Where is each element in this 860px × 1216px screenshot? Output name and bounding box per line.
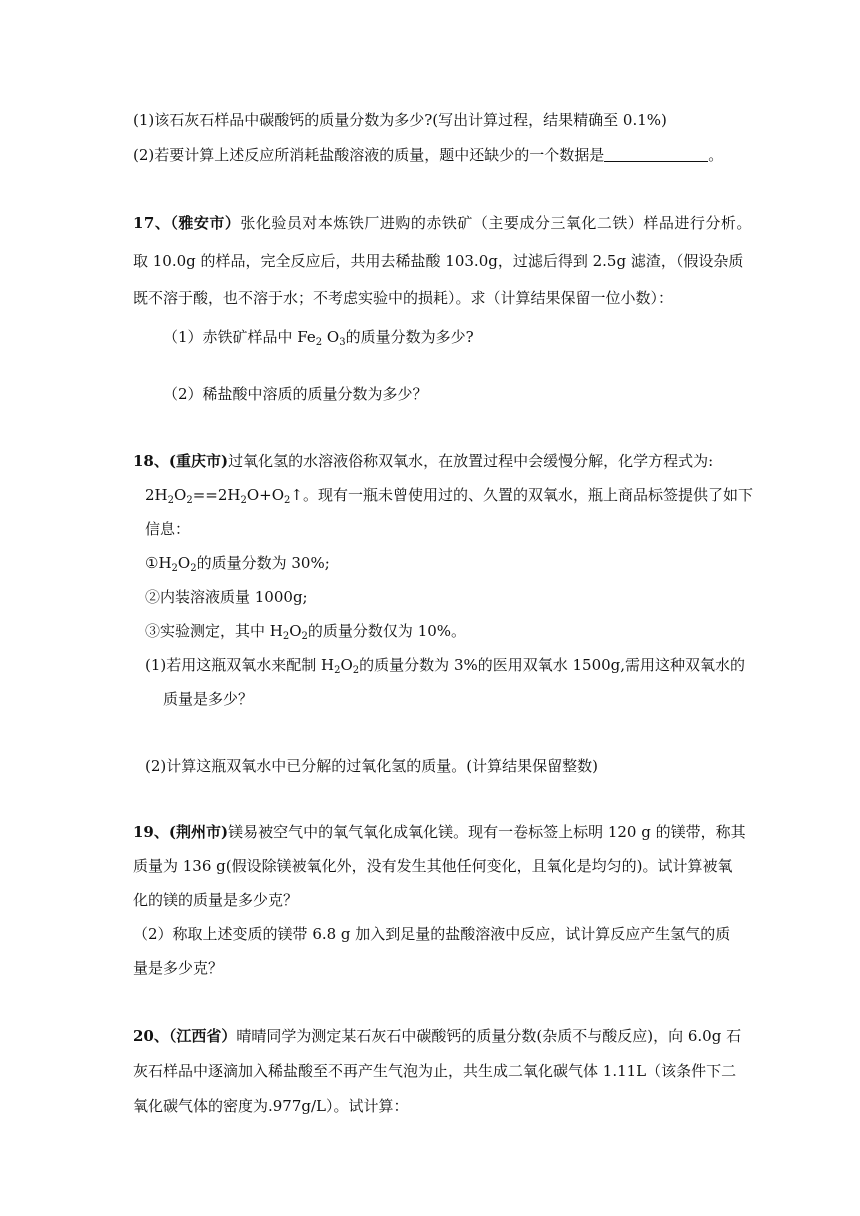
info-text: 的质量分数仅为 10%。 — [307, 622, 467, 640]
q18-sub1-text: 的质量分数为 3%的医用双氧水 1500g,需用这种双氧水的 — [359, 656, 746, 674]
subscript: 2 — [301, 631, 308, 642]
q17-sub2: （2）稀盐酸中溶质的质量分数为多少？ — [163, 385, 428, 403]
info-text: 的质量分数为 30%; — [196, 554, 330, 572]
equation-part: O — [174, 486, 187, 504]
subscript: 3 — [339, 337, 346, 348]
info-text: ①H — [145, 554, 172, 572]
q18-number: 18、 — [133, 452, 169, 470]
equation-part: O+O — [246, 486, 284, 504]
q17-line3: 既不溶于酸，也不溶于水；不考虑实验中的损耗）。求（计算结果保留一位小数）： — [133, 289, 674, 307]
subscript: 2 — [167, 495, 174, 506]
q18-info3 — [145, 621, 466, 641]
subscript: 2 — [190, 563, 197, 574]
q16-sub2-text: (2)若要计算上述反应所消耗盐酸溶液的质量，题中还缺少的一个数据是 — [133, 146, 605, 164]
q18-info1 — [145, 553, 330, 573]
q19-number: 19、 — [133, 823, 169, 841]
q20-source: （江西省） — [168, 1027, 237, 1045]
q17-number: 17、 — [133, 214, 171, 232]
q18-source: (重庆市) — [168, 452, 229, 470]
equation-part: ==2H — [192, 486, 241, 504]
q20-number: 20、 — [133, 1027, 169, 1045]
subscript: 2 — [334, 665, 341, 676]
q17-text: 张化验员对本炼铁厂进购的赤铁矿（主要成分三氧化二铁）样品进行分析。 — [240, 214, 752, 232]
q20-line3: 氧化碳气体的密度为.977g/L）。试计算： — [133, 1097, 409, 1115]
q20-line2: 灰石样品中逐滴加入稀盐酸至不再产生气泡为止，共生成二氧化碳气体 1.11L（该条件下二 — [133, 1062, 737, 1080]
q19-sub2-line2: 量是多少克？ — [133, 959, 224, 977]
q18-text: 过氧化氢的水溶液俗称双氧水，在放置过程中会缓慢分解，化学方程式为: — [228, 452, 714, 470]
answer-blank — [604, 147, 708, 162]
subscript: 2 — [282, 631, 290, 642]
subscript: 2 — [284, 495, 291, 506]
q19-text: 镁易被空气中的氧气氧化成氧化镁。现有一卷标签上标明 120 g 的镁带，称其 — [228, 823, 746, 841]
q17-sub1-text: （1）赤铁矿样品中 Fe — [163, 328, 316, 346]
q18-equation-line — [145, 485, 753, 505]
q18-info2: ②内装溶液质量 1000g; — [145, 588, 308, 606]
q18-sub2: (2)计算这瓶双氧水中已分解的过氧化氢的质量。(计算结果保留整数) — [145, 757, 598, 775]
q18-text: ↑。现有一瓶未曾使用过的、久置的双氧水，瓶上商品标签提供了如下 — [290, 486, 753, 504]
q17-line1 — [133, 213, 752, 233]
q20-line1 — [133, 1026, 741, 1046]
info-text: ③实验测定，其中 H — [145, 622, 283, 640]
q17-sub1-text: 的质量分数为多少? — [345, 328, 474, 346]
q20-text: 晴晴同学为测定某石灰石中碳酸钙的质量分数(杂质不与酸反应)，向 6.0g 石 — [236, 1027, 742, 1045]
q18-sub1-text: O — [340, 656, 353, 674]
q17-source: （雅安市） — [170, 214, 241, 232]
q19-sub2-line1: （2）称取上述变质的镁带 6.8 g 加入到足量的盐酸溶液中反应，试计算反应产生氢气的质 — [133, 925, 731, 943]
q18-sub1-text: (1)若用这瓶双氧水来配制 H — [145, 656, 335, 674]
subscript: 2 — [240, 495, 247, 506]
q18-sub1-line2: 质量是多少？ — [163, 690, 254, 708]
q18-line3: 信息： — [145, 520, 191, 538]
q17-sub1-text: O — [322, 328, 340, 346]
q18-sub1 — [145, 655, 745, 675]
info-text: O — [177, 554, 191, 572]
subscript: 2 — [186, 495, 193, 506]
q16-sub1: (1)该石灰石样品中碳酸钙的质量分数为多少?(写出计算过程，结果精确至 0.1%) — [133, 111, 667, 129]
subscript: 2 — [171, 563, 178, 574]
q19-line1 — [133, 822, 746, 842]
q17-sub1 — [163, 327, 474, 347]
q18-line1 — [133, 451, 713, 471]
q16-sub2 — [133, 145, 723, 165]
subscript: 2 — [315, 337, 323, 348]
q19-source: (荆州市) — [168, 823, 229, 841]
q19-line2: 质量为 136 g(假设除镁被氧化外，没有发生其他任何变化，且氧化是均匀的)。试计算被氧 — [133, 857, 733, 875]
q16-sub2-end: 。 — [708, 146, 724, 164]
subscript: 2 — [352, 665, 360, 676]
equation-part: 2H — [145, 486, 168, 504]
q17-line2: 取 10.0g 的样品，完全反应后，共用去稀盐酸 103.0g，过滤后得到 2.5g 滤渣，（假设杂质 — [133, 252, 744, 270]
q19-line3: 化的镁的质量是多少克？ — [133, 891, 299, 909]
info-text: O — [289, 622, 302, 640]
